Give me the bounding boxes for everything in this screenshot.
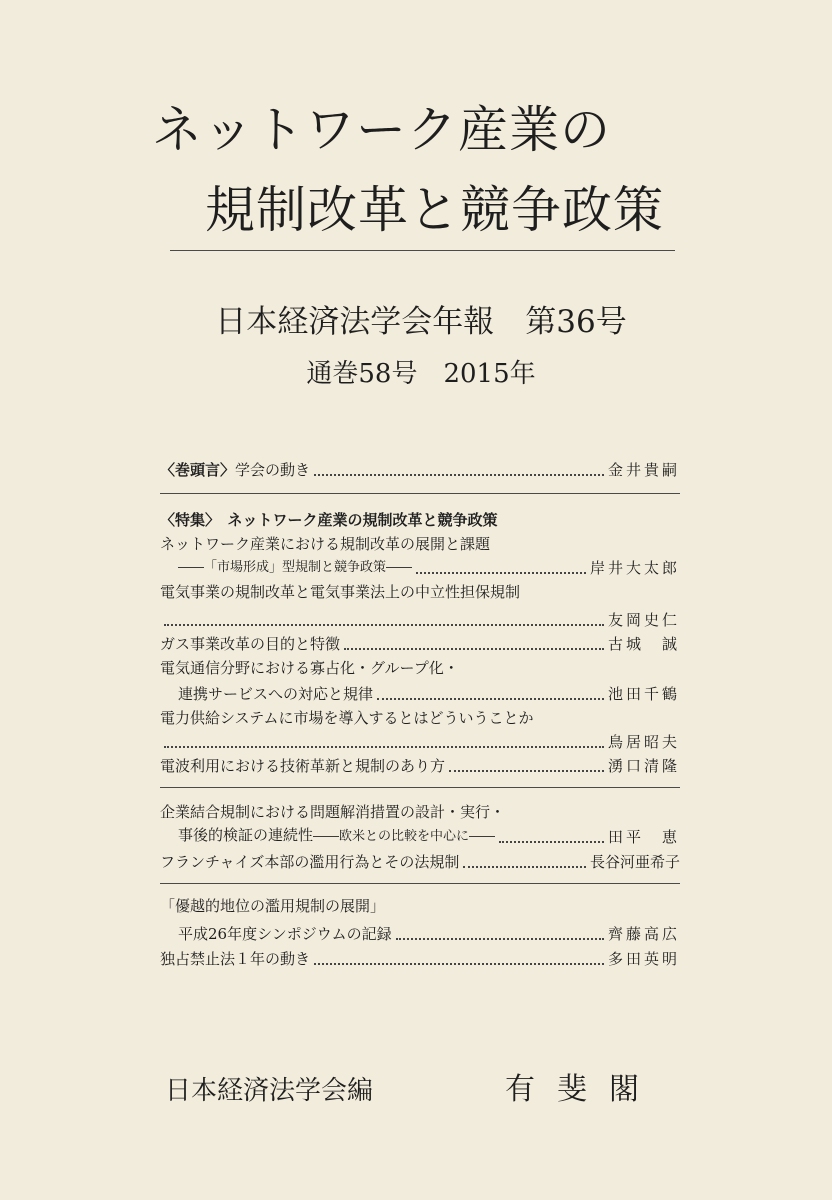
toc-entry-author: 湧口清隆 (607, 757, 680, 775)
toc-entry (160, 529, 680, 555)
toc-special-heading (160, 505, 680, 531)
leader-dots (314, 474, 604, 476)
toc-entry (160, 891, 680, 917)
toc-entry (160, 577, 680, 603)
leader-dots (344, 648, 604, 650)
toc-preface-title: 学会の動き (235, 461, 311, 479)
toc-entry-author: 池田千鶴 (607, 685, 680, 703)
toc-entry-author: 岸井大太郎 (589, 559, 680, 577)
toc-entry (160, 822, 680, 848)
toc-entry (160, 629, 680, 655)
toc-entry-author: 田平 恵 (607, 828, 680, 846)
leader-dots (396, 938, 604, 940)
toc-entry-title: 電気事業の規制改革と電気事業法上の中立性担保規制 (160, 583, 521, 601)
toc-entry-author: 多田英明 (607, 950, 680, 968)
toc-entry (160, 703, 680, 729)
toc-special-label: 〈特集〉 (160, 511, 213, 529)
toc-entry-title: 電力供給システムに市場を導入するとはどういうことか (160, 709, 534, 727)
leader-dots (449, 770, 604, 772)
toc-entry-title: 連携サービスへの対応と規律 (178, 685, 374, 703)
editor-credit: 日本経済法学会編 (165, 1076, 374, 1106)
leader-dots (499, 841, 604, 843)
toc-entry-title: 電気通信分野における寡占化・グループ化・ (160, 659, 459, 677)
toc-special-title: ネットワーク産業の規制改革と競争政策 (227, 511, 498, 529)
toc-entry (160, 944, 680, 970)
section-divider (160, 883, 680, 884)
toc-preface-label: 〈巻頭言〉 (160, 461, 236, 479)
toc-entry-title: ネットワーク産業における規制改革の展開と課題 (160, 535, 491, 553)
toc-entry-author: 古城 誠 (607, 635, 680, 653)
toc-entry (160, 797, 680, 823)
toc-preface-author: 金井貴嗣 (607, 461, 680, 479)
toc-entry-title: 事後的検証の連続性 (178, 826, 314, 844)
leader-dots (164, 624, 604, 626)
section-divider (160, 787, 680, 788)
toc-entry-title: ――「市場形成」型規制と競争政策―― (178, 560, 413, 575)
toc-entry-author: 鳥居昭夫 (607, 733, 680, 751)
toc-entry-author: 齊藤高広 (607, 925, 680, 943)
leader-dots (463, 866, 586, 868)
leader-dots (377, 698, 604, 700)
toc-entry-title: 平成26年度シンポジウムの記録 (178, 925, 392, 943)
toc-entry-title: 電波利用における技術革新と規制のあり方 (160, 757, 446, 775)
series-title: 日本経済法学会年報 第36号 (215, 304, 627, 340)
toc-entry (160, 653, 680, 679)
toc-entry (160, 919, 680, 945)
toc-entry (160, 553, 680, 579)
toc-entry (160, 605, 680, 631)
toc-entry-title: フランチャイズ本部の濫用行為とその法規制 (160, 853, 460, 871)
leader-dots (416, 572, 586, 574)
toc-entry (160, 847, 680, 873)
leader-dots (314, 963, 604, 965)
toc-entry (160, 727, 680, 753)
toc-entry-author: 長谷河亜希子 (589, 853, 680, 871)
toc-entry-title: ガス事業改革の目的と特徴 (160, 635, 341, 653)
toc-entry (160, 679, 680, 705)
section-divider (160, 493, 680, 494)
leader-dots (164, 746, 604, 748)
publisher-name: 有斐閣 (505, 1072, 661, 1107)
toc-entry-title: 「優越的地位の濫用規制の展開」 (160, 897, 386, 915)
toc-entry-title: 独占禁止法１年の動き (160, 950, 311, 968)
series-volume: 通巻58号 2015年 (306, 359, 536, 389)
toc-entry (160, 751, 680, 777)
cover-title-line-2: 規制改革と競争政策 (205, 181, 664, 239)
toc-entry-author: 友岡史仁 (607, 611, 680, 629)
toc-entry-preface (160, 455, 680, 481)
toc-entry-title: 企業結合規制における問題解消措置の設計・実行・ (160, 803, 506, 821)
title-divider (170, 250, 675, 251)
cover-title-line-1: ネットワーク産業の (152, 101, 611, 159)
toc-entry-subtitle: ――欧米との比較を中心に―― (313, 829, 496, 844)
